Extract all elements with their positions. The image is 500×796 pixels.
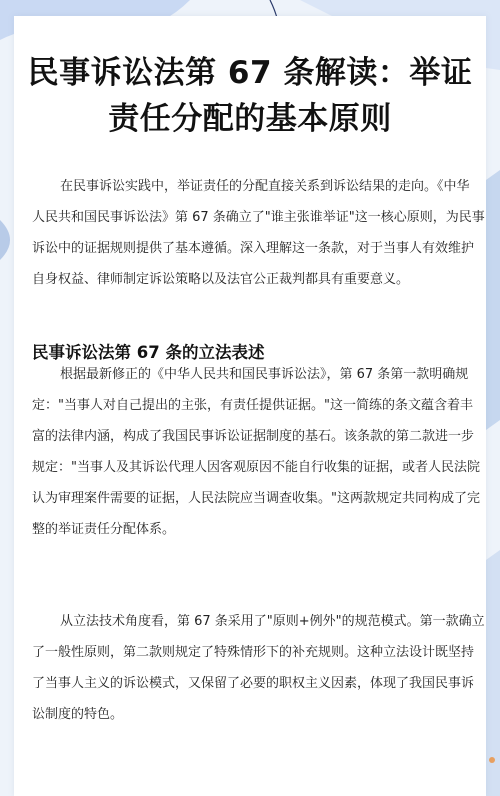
technique-paragraph bbox=[32, 606, 485, 730]
paragraph-line: 规定："当事人及其诉讼代理人因客观原因不能自行收集的证据，或者人民法院 bbox=[32, 460, 480, 475]
paragraph-line: 整的举证责任分配体系。 bbox=[32, 522, 176, 537]
title-line: 民事诉讼法第 67 条解读：举证 bbox=[27, 55, 473, 91]
article-title bbox=[14, 50, 486, 142]
article-card bbox=[14, 16, 486, 796]
paragraph-line: 在民事诉讼实践中，举证责任的分配直接关系到诉讼结果的走向。《中华 bbox=[60, 179, 470, 194]
section-heading: 民事诉讼法第 67 条的立法表述 bbox=[32, 343, 265, 362]
paragraph-line: 讼制度的特色。 bbox=[32, 707, 124, 722]
paragraph-line: 认为审理案件需要的证据，人民法院应当调查收集。"这两款规定共同构成了完 bbox=[32, 491, 480, 506]
paragraph-line: 定："当事人对自己提出的主张，有责任提供证据。"这一简练的条文蕴含着丰 bbox=[32, 398, 473, 413]
paragraph-line: 根据最新修正的《中华人民共和国民事诉讼法》，第 67 条第一款明确规 bbox=[60, 367, 469, 382]
paragraph-line: 自身权益、律师制定诉讼策略以及法官公正裁判都具有重要意义。 bbox=[32, 272, 410, 287]
paragraph-line: 人民共和国民事诉讼法》第 67 条确立了"谁主张谁举证"这一核心原则，为民事 bbox=[32, 210, 485, 225]
paragraph-line: 了当事人主义的诉讼模式，又保留了必要的职权主义因素，体现了我国民事诉 bbox=[32, 676, 475, 691]
paragraph-line: 富的法律内涵，构成了我国民事诉讼证据制度的基石。该条款的第二款进一步 bbox=[32, 429, 475, 444]
title-line: 责任分配的基本原则 bbox=[108, 101, 392, 137]
intro-paragraph bbox=[32, 171, 485, 295]
legislation-paragraph bbox=[32, 359, 480, 545]
paragraph-line: 了一般性原则，第二款则规定了特殊情形下的补充规则。这种立法设计既坚持 bbox=[32, 645, 475, 660]
paragraph-line: 诉讼中的证据规则提供了基本遵循。深入理解这一条款，对于当事人有效维护 bbox=[32, 241, 475, 256]
paragraph-line: 从立法技术角度看，第 67 条采用了"原则+例外"的规范模式。第一款确立 bbox=[60, 614, 485, 629]
